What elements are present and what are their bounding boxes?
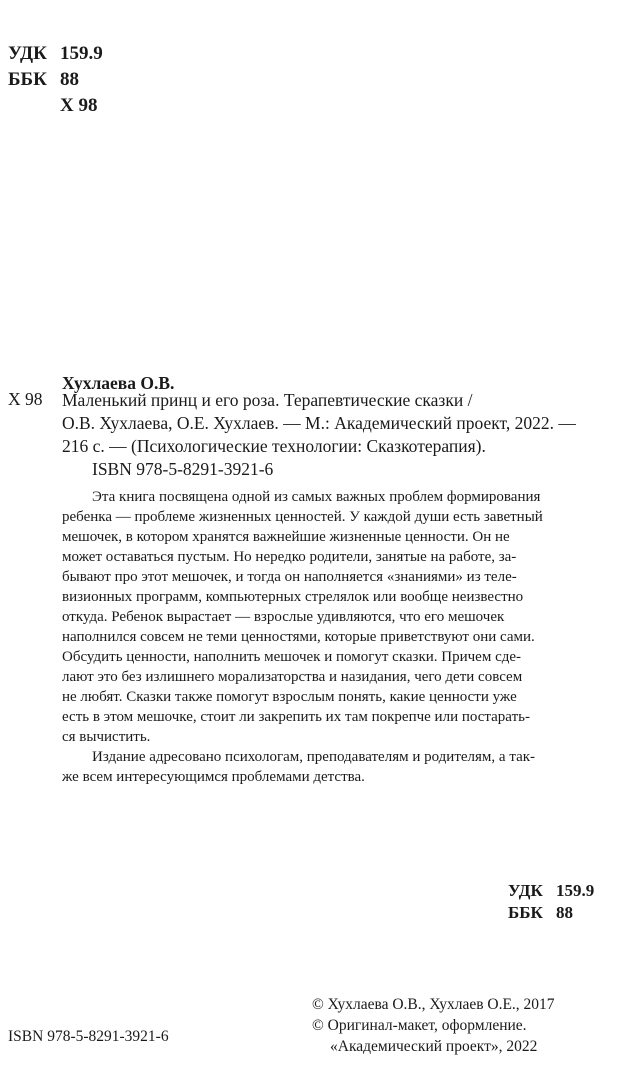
bib-line: О.В. Хухлаева, О.Е. Хухлаев. — М.: Академический проект, 2022. — — [62, 413, 576, 433]
bottom-udk-row — [508, 880, 594, 902]
annotation-line: наполнился совсем не теми ценностями, которые приветствуют они сами. — [62, 629, 535, 645]
bib-line: Маленький принц и его роза. Терапевтические сказки / — [62, 390, 473, 410]
annotation-line: бывают про этот мешочек, и тогда он наполняется «знаниями» из теле- — [62, 569, 517, 585]
card-isbn: ISBN 978-5-8291-3921-6 — [92, 459, 274, 479]
copyright-line: © Оригинал-макет, оформление. — [312, 1017, 527, 1034]
annotation-line: визионных программ, компьютерных стрелялок или вообще неизвестно — [62, 589, 524, 605]
udk-label: УДК — [8, 43, 47, 64]
author-code: Х 98 — [60, 95, 98, 116]
copyright-line: «Академический проект», 2022 — [330, 1038, 538, 1055]
bottom-udk-label: УДК — [508, 881, 543, 900]
annotation-line: лают это без излишнего морализаторства и назидания, чего дети совсем — [62, 669, 523, 685]
annotation-line: мешочек, в котором хранятся важнейшие жизненные ценности. Он не — [62, 529, 510, 545]
bbk-label: ББК — [8, 69, 47, 90]
card-author: Хухлаева О.В. — [62, 373, 175, 393]
annotation-line: ребенка — проблеме жизненных ценностей. У каждой души есть заветный — [62, 509, 543, 525]
annotation-line: Эта книга посвящена одной из самых важных проблем формирования — [92, 489, 541, 505]
annotation-line: Издание адресовано психологам, преподавателям и родителям, а так- — [92, 749, 536, 765]
annotation-line: откуда. Ребенок вырастает — взрослые удивляются, что его мешочек — [62, 609, 505, 625]
annotation-line: не любят. Сказки также помогут взрослым понять, какие ценности уже — [62, 689, 517, 705]
card-code: Х 98 — [8, 389, 43, 409]
annotation-line: же всем интересующимся проблемами детства. — [62, 769, 365, 785]
annotation-line: Обсудить ценности, наполнить мешочек и помогут сказки. Причем сде- — [62, 649, 522, 665]
bottom-udk-value: 159.9 — [556, 881, 595, 900]
udk-row — [8, 42, 103, 66]
bib-line: 216 с. — (Психологические технологии: Сказкотерапия). — [62, 436, 486, 456]
bottom-bbk-label: ББК — [508, 903, 543, 922]
annotation-line: есть в этом мешочке, стоит ли закрепить их там покрепче или постарать- — [62, 709, 530, 725]
udk-value: 159.9 — [60, 43, 103, 64]
copyright-line: © Хухлаева О.В., Хухлаев О.Е., 2017 — [312, 996, 555, 1013]
bbk-value: 88 — [60, 69, 79, 90]
bottom-bbk-row — [508, 902, 573, 924]
bottom-bbk-value: 88 — [556, 903, 573, 922]
bottom-isbn: ISBN 978-5-8291-3921-6 — [8, 1028, 169, 1045]
annotation-line: может оставаться пустым. Но нередко родители, занятые на работе, за- — [62, 549, 517, 565]
bbk-row — [8, 68, 79, 92]
annotation-line: ся вычистить. — [62, 729, 151, 745]
